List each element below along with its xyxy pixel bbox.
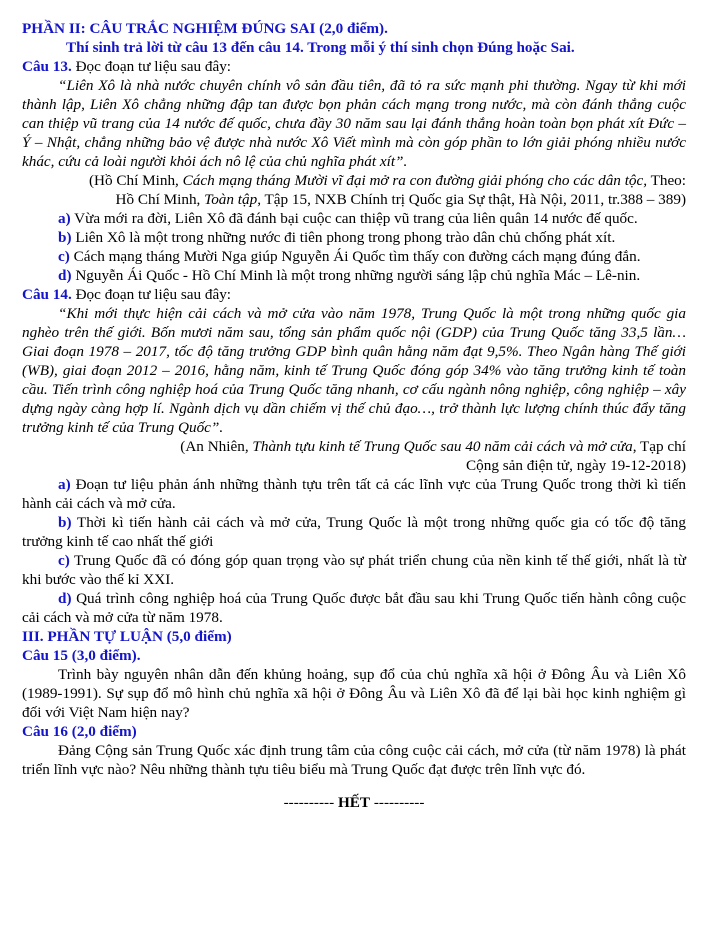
option-text: Quá trình công nghiệp hoá của Trung Quốc được bắt đầu sau khi Trung Quốc tiến hành công cuộc cải cách và mở cửa từ năm 1978.: [22, 590, 686, 626]
end-dashes-right: ----------: [370, 794, 425, 811]
q13-source-author: (Hồ Chí Minh,: [88, 172, 183, 189]
option-text: Cách mạng tháng Mười Nga giúp Nguyễn Ái Quốc tìm thấy con đường cách mạng đúng đắn.: [69, 248, 641, 265]
option-label: a): [58, 476, 71, 493]
option-label: d): [58, 267, 72, 284]
q15-label: Câu 15 (3,0 điểm).: [22, 647, 141, 664]
q14-label: Câu 14.: [22, 286, 72, 303]
q13-source-publisher: , Tập 15, NXB Chính trị Quốc gia Sự thật, Hà Nội, 2011, tr.388 – 389): [257, 191, 686, 208]
option-text: Đoạn tư liệu phản ánh những thành tựu trên tất cả các lĩnh vực của Trung Quốc trong thời kì tiến hành cải cách và mở cửa.: [22, 476, 686, 512]
option-label: b): [58, 229, 72, 246]
q14-source: [22, 437, 686, 475]
option-label: d): [58, 590, 72, 607]
part3-heading: III. PHẦN TỰ LUẬN (5,0 điểm): [22, 628, 232, 645]
q16-text: Đảng Cộng sản Trung Quốc xác định trung tâm của công cuộc cải cách, mở cửa (từ năm 1978) là phát triển lĩnh vực nào? Nêu những thành tựu tiêu biểu mà Trung Quốc đạt được trên lĩnh vực đó.: [22, 742, 686, 778]
option-text: Liên Xô là một trong những nước đi tiên phong trong phong trào dân chủ chống phát xít.: [71, 229, 616, 246]
q13-source: [22, 171, 686, 209]
q14-heading: [22, 285, 686, 304]
end-marker: [22, 793, 686, 812]
q14-quote: “Khi mới thực hiện cải cách và mở cửa vào năm 1978, Trung Quốc là một trong những quốc gia nghèo trên thế giới. Bốn mươi năm sau, tổng sản phẩm quốc nội (GDP) của Trung Quốc tăng 33,5 lần… Giai đoạn 1978 – 2017, tốc độ tăng trưởng GDP bình quân hằng năm đạt 9,5%. Theo Ngân hàng Thế giới (WB), giai đoạn 2012 – 2016, hằng năm, kinh tế Trung Quốc đóng góp 34% vào tăng trưởng kinh tế toàn cầu. Tiến trình công nghiệp hoá của Trung Quốc tăng nhanh, cơ cấu ngành nông nghiệp, công nghiệp – xây dựng ngày càng hợp lí. Ngành dịch vụ dần chiếm vị thế chủ đạo…, trở thành lực lượng chính thúc đẩy tăng trưởng kinh tế của Trung Quốc”.: [22, 305, 686, 436]
option-label: b): [58, 514, 72, 531]
q15-text: Trình bày nguyên nhân dẫn đến khủng hoảng, sụp đổ của chủ nghĩa xã hội ở Đông Âu và Liên Xô (1989-1991). Sự sụp đổ mô hình chủ nghĩa xã hội ở Đông Âu và Liên Xô đã để lại bài học kinh nghiệm gì đối với Việt Nam hiện nay?: [22, 666, 686, 721]
option-label: a): [58, 210, 71, 227]
q13-option-a: [22, 209, 686, 228]
q13-option-d: [22, 266, 686, 285]
part2-heading: PHẦN II: CÂU TRẮC NGHIỆM ĐÚNG SAI (2,0 điểm).: [22, 20, 388, 37]
option-label: c): [58, 248, 70, 265]
option-text: Vừa mới ra đời, Liên Xô đã đánh bại cuộc can thiệp vũ trang của liên quân 14 nước đế quốc.: [70, 210, 638, 227]
option-text: Trung Quốc đã có đóng góp quan trọng vào sự phát triển chung của nền kinh tế thế giới, nhất là từ khi bước vào thế kỉ XXI.: [22, 552, 686, 588]
q14-option-a: [22, 475, 686, 513]
q14-source-text: , Tạp chí Cộng sản điện tử, ngày 19-12-2018): [466, 438, 686, 474]
q16-label: Câu 16 (2,0 điểm): [22, 723, 137, 740]
option-text: Nguyễn Ái Quốc - Hồ Chí Minh là một trong những người sáng lập chủ nghĩa Mác – Lê-nin.: [71, 267, 641, 284]
q14-source-author: (An Nhiên,: [180, 438, 253, 455]
q13-source-text: Theo: Hồ Chí Minh,: [115, 172, 686, 208]
q14-source-title: Thành tựu kinh tế Trung Quốc sau 40 năm cải cách và mở cửa: [252, 438, 633, 455]
q13-label: Câu 13.: [22, 58, 72, 75]
option-text: Thời kì tiến hành cải cách và mở cửa, Trung Quốc là một trong những quốc gia có tốc độ tăng trưởng kinh tế cao nhất thế giới: [22, 514, 686, 550]
q14-prompt: Đọc đoạn tư liệu sau đây:: [71, 286, 232, 303]
option-label: c): [58, 552, 70, 569]
q13-option-b: [22, 228, 686, 247]
q14-option-d: [22, 589, 686, 627]
q13-prompt: Đọc đoạn tư liệu sau đây:: [71, 58, 232, 75]
q13-source-book: Toàn tập: [204, 191, 258, 208]
end-dashes-left: ----------: [283, 794, 338, 811]
exam-page: [22, 19, 686, 812]
q14-option-c: [22, 551, 686, 589]
q13-source-title: Cách mạng tháng Mười vĩ đại mở ra con đường giải phóng cho các dân tộc,: [182, 172, 648, 189]
q13-heading: [22, 57, 686, 76]
part2-instruction: Thí sinh trả lời từ câu 13 đến câu 14. Trong mỗi ý thí sinh chọn Đúng hoặc Sai.: [66, 39, 575, 56]
end-word: HẾT: [337, 794, 371, 811]
q13-quote: “Liên Xô là nhà nước chuyên chính vô sản đầu tiên, đã tỏ ra sức mạnh phi thường. Ngay từ khi mới thành lập, Liên Xô chẳng những đập tan được bọn phản cách mạng trong nước, mà còn đánh thắng cuộc can thiệp vũ trang của 14 nước đế quốc, chưa đầy 30 năm sau lại đánh thắng hoàn toàn bọn phát xít Đức – Ý – Nhật, chẳng những bảo vệ được nhà nước Xô Viết mình mà còn góp phần to lớn giải phóng nhiều nước khác, cứu cả loài người khỏi ách nô lệ của chủ nghĩa phát xít”.: [22, 77, 686, 170]
q14-option-b: [22, 513, 686, 551]
q13-option-c: [22, 247, 686, 266]
